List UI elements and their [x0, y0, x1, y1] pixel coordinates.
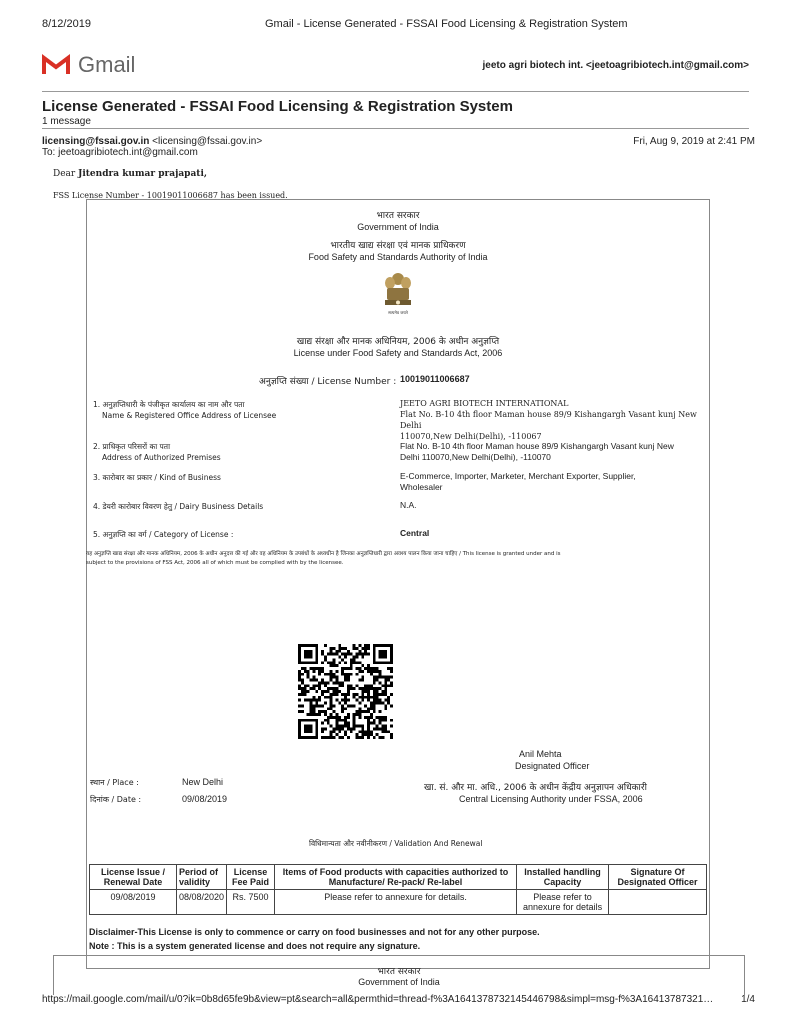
- header-fee: License Fee Paid: [227, 865, 275, 890]
- gmail-wordmark: Gmail: [78, 52, 136, 77]
- thread-subject: License Generated - FSSAI Food Licensing & Registration System: [42, 98, 513, 115]
- greeting-name: Jitendra kumar prajapati,: [78, 169, 207, 179]
- licensee-address-line2: 110070,New Delhi(Delhi), -110067: [400, 432, 542, 441]
- terms-line1: यह अनुज्ञप्ति खाद्य संरक्षा और मानक अधिनियम, 2006 के अधीन अनुदत्त की गई और वह अधिनियम के उपबंधों के अध्यधीन है जिनका अनुज्ञप्तिधारी द्वारा अवश्य पालन किया जाना चाहिए / This license is granted under and is: [86, 551, 561, 557]
- next-gov-english: Government of India: [358, 977, 440, 987]
- row-4-value: N.A.: [400, 500, 417, 510]
- gmail-logo[interactable]: [42, 52, 135, 78]
- business-kind-line1: E-Commerce, Importer, Marketer, Merchant Exporter, Supplier,: [400, 471, 636, 481]
- row-4-label: 4. डेयरी कारोबार विवरण हेतु / Dairy Business Details: [93, 502, 264, 511]
- qr-code: [298, 644, 393, 739]
- terms-line2: subject to the provisions of FSS Act, 2006 all of which must be complied with by the licensee.: [86, 560, 344, 566]
- next-certificate: [53, 955, 745, 995]
- license-number: 10019011006687: [400, 374, 470, 384]
- place-label: स्थान / Place :: [90, 778, 139, 787]
- cell-validity: 08/08/2020: [177, 890, 227, 915]
- greeting-prefix: Dear: [53, 169, 76, 179]
- header-items: Items of Food products with capacities authorized to Manufacture/ Re-pack/ Re-label: [275, 865, 517, 890]
- system-note: Note : This is a system generated license and does not require any signature.: [89, 941, 421, 951]
- row-1-value: [400, 398, 705, 442]
- authority-title-english: Central Licensing Authority under FSSA, 2006: [459, 794, 643, 804]
- row-2-label-hi: 2. प्राधिकृत परिसरों का पता: [93, 442, 171, 451]
- authority-hindi: भारतीय खाद्य संरक्षा एवं मानक प्राधिकरण: [330, 241, 466, 251]
- sender-address: <licensing@fssai.gov.in>: [152, 136, 263, 147]
- licensee-name: JEETO AGRI BIOTECH INTERNATIONAL: [400, 399, 569, 408]
- license-number-label: अनुज्ञप्ति संख्या / License Number :: [259, 377, 397, 387]
- row-3-label: 3. कारोबार का प्रकार / Kind of Business: [93, 473, 221, 482]
- emblem-caption: सत्यमेव जयते: [388, 310, 408, 315]
- authority-title-hindi: खा. सं. और मा. अधि., 2006 के अधीन केंद्रीय अनुज्ञापन अधिकारी: [424, 783, 647, 793]
- message-date: Fri, Aug 9, 2019 at 2:41 PM: [633, 136, 755, 147]
- license-certificate: [86, 199, 710, 969]
- date-value: 09/08/2019: [182, 794, 228, 804]
- date-label: दिनांक / Date :: [90, 795, 142, 804]
- sender-email[interactable]: licensing@fssai.gov.in: [42, 136, 150, 147]
- license-terms: [86, 550, 710, 568]
- row-1-label-hi: 1. अनुज्ञप्तिधारी के पंजीकृत कार्यालय का नाम और पता: [93, 400, 245, 409]
- row-1-label: [93, 399, 276, 421]
- sender: [42, 136, 262, 147]
- licensee-address-line1: Flat No. B-10 4th floor Maman house 89/9 Kishangargh Vasant kunj New Delhi: [400, 410, 697, 430]
- print-page-number: 1/4: [741, 994, 755, 1005]
- header-capacity: Installed handling Capacity: [517, 865, 609, 890]
- divider: [42, 91, 749, 92]
- row-5-label: 5. अनुज्ञप्ति का वर्ग / Category of License :: [93, 530, 234, 539]
- gov-hindi: भारत सरकार: [376, 211, 420, 221]
- row-3-value: [400, 471, 705, 493]
- header-validity: Period of validity: [177, 865, 227, 890]
- table-row: [90, 890, 707, 915]
- premises-line2: Delhi 110070,New Delhi(Delhi), -110070: [400, 452, 551, 462]
- national-emblem: [381, 270, 415, 318]
- cell-items: Please refer to annexure for details.: [275, 890, 517, 915]
- issued-line: FSS License Number - 10019011006687 has been issued.: [53, 191, 288, 200]
- row-2-value: [400, 441, 705, 463]
- cell-signature: [609, 890, 707, 915]
- act-hindi: खाद्य संरक्षा और मानक अधिनियम, 2006 के अधीन अनुज्ञप्ति: [296, 337, 500, 347]
- row-2-label-en: Address of Authorized Premises: [102, 453, 221, 462]
- officer-name: Anil Mehta: [519, 749, 562, 759]
- row-1-label-en: Name & Registered Office Address of Licensee: [102, 411, 277, 420]
- header-signature: Signature Of Designated Officer: [609, 865, 707, 890]
- row-2-label: [93, 441, 221, 463]
- table-header-row: [90, 865, 707, 890]
- officer-title: Designated Officer: [515, 761, 590, 771]
- print-title: Gmail - License Generated - FSSAI Food Licensing & Registration System: [265, 18, 628, 30]
- authority-english: Food Safety and Standards Authority of India: [308, 252, 488, 262]
- disclaimer: Disclaimer-This License is only to commence or carry on food businesses and not for any other purpose.: [89, 927, 540, 937]
- print-date: 8/12/2019: [42, 18, 91, 30]
- account-identity: jeeto agri biotech int. <jeetoagribiotech.int@gmail.com>: [482, 60, 749, 71]
- row-5-value: Central: [400, 528, 430, 538]
- next-gov-hindi: भारत सरकार: [377, 967, 421, 977]
- cell-capacity: Please refer to annexure for details: [517, 890, 609, 915]
- header-issue-date: License Issue / Renewal Date: [90, 865, 177, 890]
- act-english: License under Food Safety and Standards Act, 2006: [293, 348, 503, 358]
- message-count: 1 message: [42, 116, 91, 127]
- cell-fee: Rs. 7500: [227, 890, 275, 915]
- divider: [42, 128, 749, 129]
- cell-issue-date: 09/08/2019: [90, 890, 177, 915]
- greeting: [53, 169, 207, 179]
- print-url[interactable]: https://mail.google.com/mail/u/0?ik=0b8d65fe9b&view=pt&search=all&permthid=thread-f%3A1641378732145446798&simpl=msg-f%3A16413787321…: [42, 994, 714, 1005]
- validation-table: [89, 864, 707, 915]
- gov-english: Government of India: [357, 222, 439, 232]
- place-value: New Delhi: [182, 777, 224, 787]
- recipient: To: jeetoagribiotech.int@gmail.com: [42, 147, 198, 158]
- gmail-m-icon: [42, 54, 70, 76]
- business-kind-line2: Wholesaler: [400, 482, 443, 492]
- validation-heading: विधिमान्यता और नवीनीकरण / Validation And Renewal: [309, 839, 483, 848]
- premises-line1: Flat No. B-10 4th floor Maman house 89/9 Kishangargh Vasant kunj New: [400, 441, 674, 451]
